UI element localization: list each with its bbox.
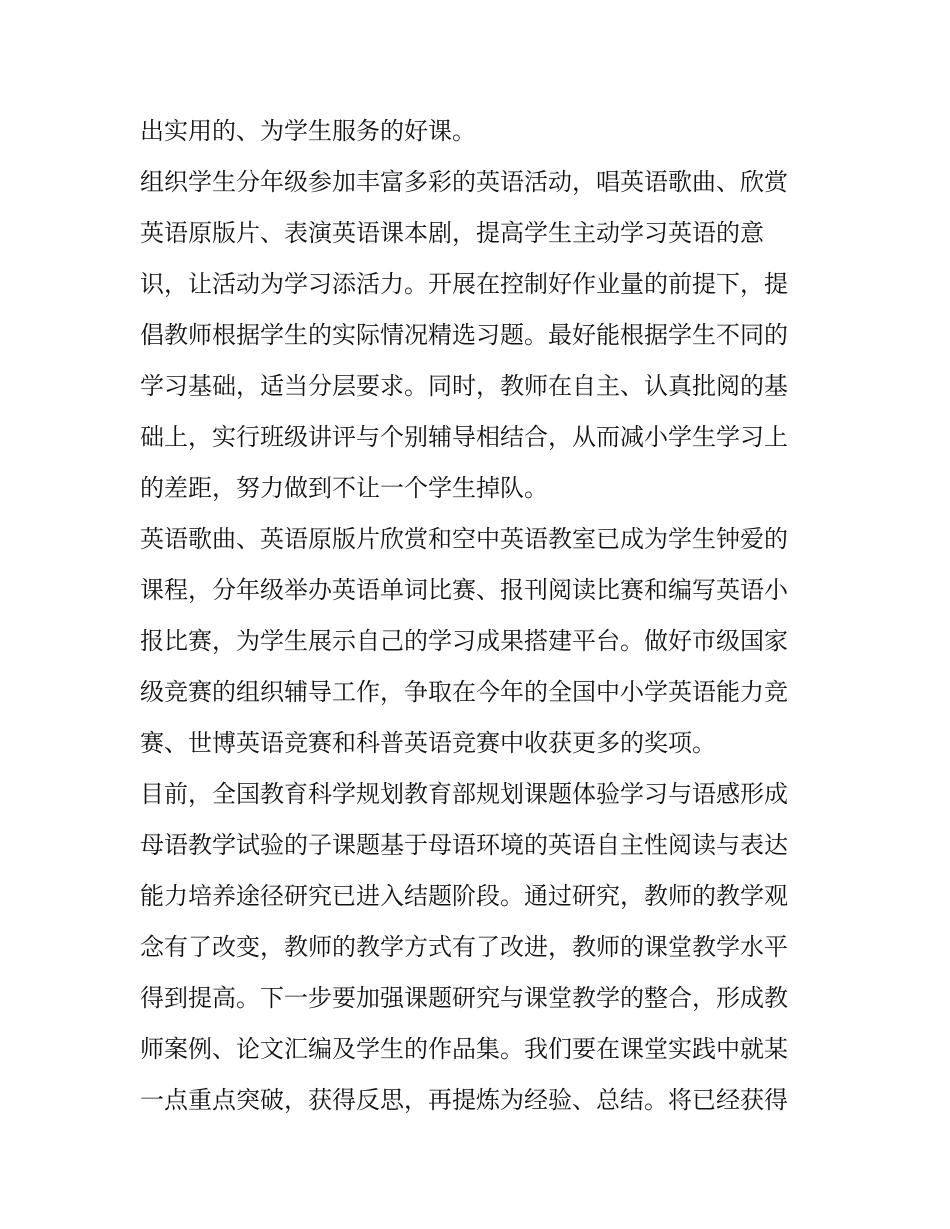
text-line: 出实用的、为学生服务的好课。: [140, 117, 476, 145]
text-line: 学习基础，适当分层要求。同时，教师在自主、认真批阅的基: [140, 372, 788, 400]
text-line: 级竞赛的组织辅导工作，争取在今年的全国中小学英语能力竞: [140, 678, 788, 706]
text-line: 得到提高。下一步要加强课题研究与课堂教学的整合，形成教: [140, 984, 788, 1012]
text-line: 识，让活动为学习添活力。开展在控制好作业量的前提下，提: [140, 270, 788, 298]
text-line: 的差距，努力做到不让一个学生掉队。: [140, 474, 548, 502]
text-line: 能力培养途径研究已进入结题阶段。通过研究，教师的教学观: [140, 882, 788, 910]
text-line: 师案例、论文汇编及学生的作品集。我们要在课堂实践中就某: [140, 1035, 788, 1063]
text-line: 课程，分年级举办英语单词比赛、报刊阅读比赛和编写英语小: [140, 576, 788, 604]
text-line: 母语教学试验的子课题基于母语环境的英语自主性阅读与表达: [140, 831, 788, 859]
text-line: 一点重点突破，获得反思，再提炼为经验、总结。将已经获得: [140, 1086, 788, 1114]
body-text: [140, 106, 820, 1126]
text-line: 英语歌曲、英语原版片欣赏和空中英语教室已成为学生钟爱的: [140, 525, 788, 553]
text-line: 础上，实行班级讲评与个别辅导相结合，从而减小学生学习上: [140, 423, 788, 451]
text-line: 英语原版片、表演英语课本剧，提高学生主动学习英语的意: [140, 219, 764, 247]
text-line: 组织学生分年级参加丰富多彩的英语活动，唱英语歌曲、欣赏: [140, 168, 788, 196]
text-line: 报比赛，为学生展示自己的学习成果搭建平台。做好市级国家: [140, 627, 788, 655]
text-line: 倡教师根据学生的实际情况精选习题。最好能根据学生不同的: [140, 321, 788, 349]
text-line: 念有了改变，教师的教学方式有了改进，教师的课堂教学水平: [140, 933, 788, 961]
text-line: 目前，全国教育科学规划教育部规划课题体验学习与语感形成: [140, 780, 788, 808]
text-line: 赛、世博英语竞赛和科普英语竞赛中收获更多的奖项。: [140, 729, 716, 757]
